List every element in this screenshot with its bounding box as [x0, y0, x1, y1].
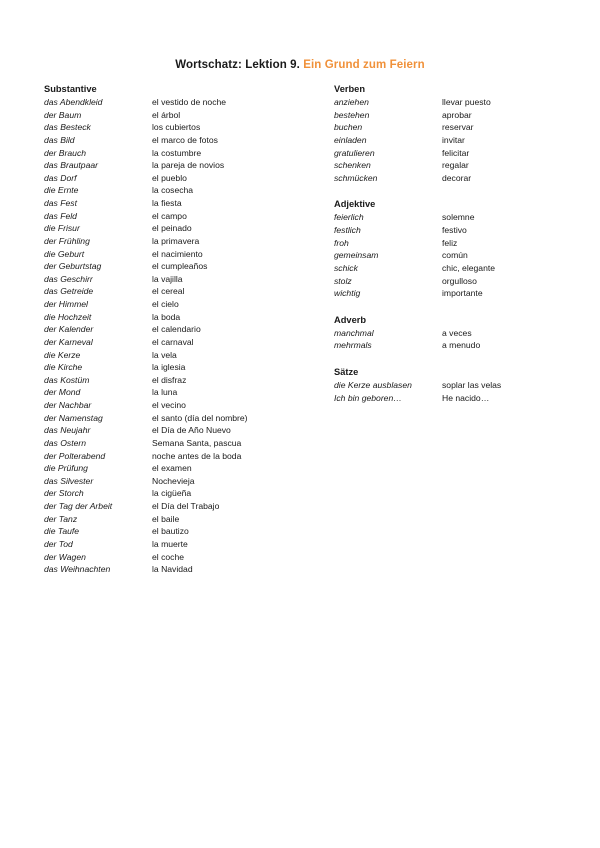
spanish-translation: Nochevieja	[152, 475, 195, 486]
german-term: das Fest	[44, 198, 77, 208]
vocab-entry	[44, 235, 294, 248]
title-topic: Ein Grund zum Feiern	[303, 58, 425, 71]
spanish-translation: He nacido…	[442, 392, 490, 403]
german-term: das Geschirr	[44, 273, 93, 284]
vocab-entry	[334, 287, 574, 300]
vocab-list-substantive	[44, 96, 294, 576]
vocab-entry	[334, 134, 574, 147]
german-term: die Taufe	[44, 526, 80, 537]
vocab-entry	[334, 121, 574, 134]
german-term: die Prüfung	[44, 463, 88, 474]
spanish-translation: el pueblo	[152, 172, 187, 183]
german-term: manchmal	[334, 327, 374, 338]
german-term: anziehen	[334, 97, 369, 107]
vocab-entry	[44, 462, 294, 475]
vocab-entry	[334, 379, 574, 392]
section-heading-adverb: Adverb	[334, 314, 367, 325]
vocab-entry	[44, 563, 294, 576]
spanish-translation: el Día de Año Nuevo	[152, 425, 231, 436]
vocab-entry	[44, 147, 294, 160]
spanish-translation: noche antes de la boda	[152, 450, 242, 461]
german-term: das Dorf	[44, 172, 77, 183]
vocab-entry	[44, 109, 294, 122]
vocab-entry	[334, 96, 574, 109]
vocab-list-adjektive	[334, 211, 574, 299]
german-term: der Brauch	[44, 147, 87, 158]
spanish-translation: importante	[442, 288, 483, 299]
vocab-entry	[44, 184, 294, 197]
vocab-entry	[44, 336, 294, 349]
german-term: die Kerze ausblasen	[334, 380, 412, 390]
german-term: schenken	[334, 160, 371, 171]
right-column	[334, 83, 574, 404]
spanish-translation: la cigüeña	[152, 488, 192, 499]
spanish-translation: aprobar	[442, 109, 472, 120]
vocab-entry	[334, 211, 574, 224]
spanish-translation: regalar	[442, 160, 469, 171]
vocab-entry	[44, 172, 294, 185]
vocab-entry	[44, 487, 294, 500]
german-term: der Mond	[44, 387, 81, 398]
german-term: das Getreide	[44, 286, 94, 297]
vocab-entry	[44, 134, 294, 147]
vocab-entry	[44, 210, 294, 223]
vocab-list-satze	[334, 379, 574, 404]
spanish-translation: el cielo	[152, 299, 179, 309]
vocab-entry	[334, 327, 574, 340]
spanish-translation: el nacimiento	[152, 248, 203, 259]
german-term: das Silvester	[44, 475, 94, 486]
vocab-entry	[44, 412, 294, 425]
spanish-translation: la Navidad	[152, 564, 193, 575]
spanish-translation: el disfraz	[152, 374, 187, 385]
vocab-list-adverb	[334, 327, 574, 352]
section-spacer	[334, 300, 574, 314]
german-term: das Brautpaar	[44, 160, 98, 171]
german-term: einladen	[334, 134, 367, 145]
german-term: das Kostüm	[44, 374, 90, 385]
spanish-translation: solemne	[442, 212, 475, 223]
vocab-entry	[334, 159, 574, 172]
german-term: das Feld	[44, 210, 77, 221]
german-term: das Bild	[44, 134, 75, 145]
spanish-translation: la fiesta	[152, 198, 182, 208]
german-term: der Karneval	[44, 336, 93, 347]
vocab-entry	[44, 121, 294, 134]
spanish-translation: a menudo	[442, 340, 481, 351]
title-main: Wortschatz: Lektion 9.	[175, 58, 300, 71]
spanish-translation: el carnaval	[152, 336, 194, 347]
vocab-entry	[44, 361, 294, 374]
german-term: buchen	[334, 122, 363, 133]
vocab-entry	[44, 197, 294, 210]
vocab-entry	[44, 248, 294, 261]
vocab-entry	[44, 475, 294, 488]
vocab-entry	[334, 109, 574, 122]
vocab-entry	[44, 298, 294, 311]
spanish-translation: el Día del Trabajo	[152, 501, 220, 511]
german-term: froh	[334, 237, 349, 248]
german-term: schmücken	[334, 172, 378, 183]
german-term: die Kirche	[44, 362, 83, 373]
vocab-entry	[44, 311, 294, 324]
spanish-translation: reservar	[442, 122, 474, 133]
spanish-translation: chic, elegante	[442, 262, 496, 273]
german-term: der Himmel	[44, 299, 88, 309]
spanish-translation: la iglesia	[152, 362, 186, 373]
vocab-entry	[44, 551, 294, 564]
german-term: das Weihnachten	[44, 564, 111, 575]
spanish-translation: el bautizo	[152, 526, 189, 537]
spanish-translation: el marco de fotos	[152, 134, 218, 145]
spanish-translation: el vestido de noche	[152, 97, 227, 107]
vocab-entry	[334, 275, 574, 288]
spanish-translation: los cubiertos	[152, 122, 201, 133]
spanish-translation: el baile	[152, 513, 180, 524]
vocab-entry	[44, 96, 294, 109]
vocab-entry	[44, 349, 294, 362]
vocab-entry	[44, 424, 294, 437]
section-heading-substantive: Substantive	[44, 84, 97, 94]
vocab-entry	[334, 172, 574, 185]
section-heading-adjektive: Adjektive	[334, 199, 376, 210]
vocab-entry	[334, 147, 574, 160]
german-term: der Geburtstag	[44, 261, 102, 272]
spanish-translation: el árbol	[152, 109, 181, 120]
german-term: der Tag der Arbeit	[44, 501, 113, 511]
spanish-translation: invitar	[442, 134, 465, 145]
vocab-entry	[44, 273, 294, 286]
german-term: der Namenstag	[44, 412, 103, 423]
vocab-entry	[44, 260, 294, 273]
german-term: das Besteck	[44, 122, 91, 133]
german-term: feierlich	[334, 212, 364, 223]
vocab-entry	[334, 224, 574, 237]
spanish-translation: la cosecha	[152, 185, 194, 196]
spanish-translation: el coche	[152, 551, 185, 562]
spanish-translation: Semana Santa, pascua	[152, 437, 242, 448]
german-term: der Kalender	[44, 324, 94, 335]
vocab-entry	[44, 222, 294, 235]
german-term: die Ernte	[44, 185, 79, 196]
german-term: der Frühling	[44, 235, 90, 246]
vocab-entry	[44, 386, 294, 399]
vocab-entry	[334, 249, 574, 262]
german-term: die Geburt	[44, 248, 85, 259]
vocab-entry	[44, 513, 294, 526]
vocab-entry	[44, 538, 294, 551]
german-term: gemeinsam	[334, 250, 379, 261]
spanish-translation: el campo	[152, 210, 187, 221]
german-term: wichtig	[334, 288, 361, 299]
german-term: Ich bin geboren…	[334, 392, 402, 403]
vocab-entry	[44, 399, 294, 412]
german-term: der Nachbar	[44, 400, 92, 410]
german-term: der Tod	[44, 538, 73, 549]
german-term: festlich	[334, 225, 361, 235]
section-heading-verben: Verben	[334, 84, 366, 94]
vocab-entry	[44, 437, 294, 450]
spanish-translation: el santo (día del nombre)	[152, 412, 248, 423]
vocab-entry	[44, 525, 294, 538]
german-term: der Tanz	[44, 513, 78, 524]
vocab-entry	[44, 285, 294, 298]
german-term: der Wagen	[44, 551, 86, 562]
german-term: die Kerze	[44, 349, 81, 360]
vocab-entry	[44, 500, 294, 513]
german-term: das Ostern	[44, 437, 87, 448]
section-spacer	[334, 352, 574, 366]
vocab-entry	[334, 392, 574, 405]
spanish-translation: el cereal	[152, 286, 185, 297]
vocab-entry	[44, 159, 294, 172]
spanish-translation: la muerte	[152, 538, 188, 549]
spanish-translation: el calendario	[152, 324, 201, 335]
vocab-entry	[44, 374, 294, 387]
spanish-translation: la costumbre	[152, 147, 202, 158]
spanish-translation: el vecino	[152, 400, 186, 410]
german-term: bestehen	[334, 109, 370, 120]
vocab-entry	[334, 237, 574, 250]
german-term: das Abendkleid	[44, 97, 103, 107]
spanish-translation: soplar las velas	[442, 380, 502, 390]
german-term: der Polterabend	[44, 450, 106, 461]
section-spacer	[334, 184, 574, 198]
german-term: die Hochzeit	[44, 311, 92, 322]
page-title	[0, 59, 600, 71]
spanish-translation: el peinado	[152, 223, 192, 234]
spanish-translation: la boda	[152, 311, 181, 322]
german-term: mehrmals	[334, 340, 372, 351]
german-term: schick	[334, 262, 358, 273]
spanish-translation: a veces	[442, 327, 472, 338]
spanish-translation: la luna	[152, 387, 178, 398]
german-term: der Storch	[44, 488, 84, 499]
spanish-translation: la vela	[152, 349, 177, 360]
spanish-translation: decorar	[442, 172, 472, 183]
vocab-entry	[334, 262, 574, 275]
vocab-list-verben	[334, 96, 574, 184]
german-term: die Frisur	[44, 223, 80, 234]
german-term: der Baum	[44, 109, 82, 120]
spanish-translation: llevar puesto	[442, 97, 491, 107]
spanish-translation: el examen	[152, 463, 192, 474]
german-term: gratulieren	[334, 147, 375, 158]
vocab-entry	[334, 339, 574, 352]
spanish-translation: orgulloso	[442, 275, 477, 286]
spanish-translation: común	[442, 250, 468, 261]
german-term: stolz	[334, 275, 352, 286]
vocab-entry	[44, 450, 294, 463]
spanish-translation: la pareja de novios	[152, 160, 225, 171]
spanish-translation: felicitar	[442, 147, 470, 158]
spanish-translation: la vajilla	[152, 273, 183, 284]
spanish-translation: feliz	[442, 237, 458, 248]
left-column	[44, 83, 294, 576]
section-heading-satze: Sätze	[334, 367, 359, 377]
spanish-translation: la primavera	[152, 235, 200, 246]
vocab-entry	[44, 323, 294, 336]
german-term: das Neujahr	[44, 425, 91, 436]
spanish-translation: festivo	[442, 225, 467, 235]
spanish-translation: el cumpleaños	[152, 261, 208, 272]
